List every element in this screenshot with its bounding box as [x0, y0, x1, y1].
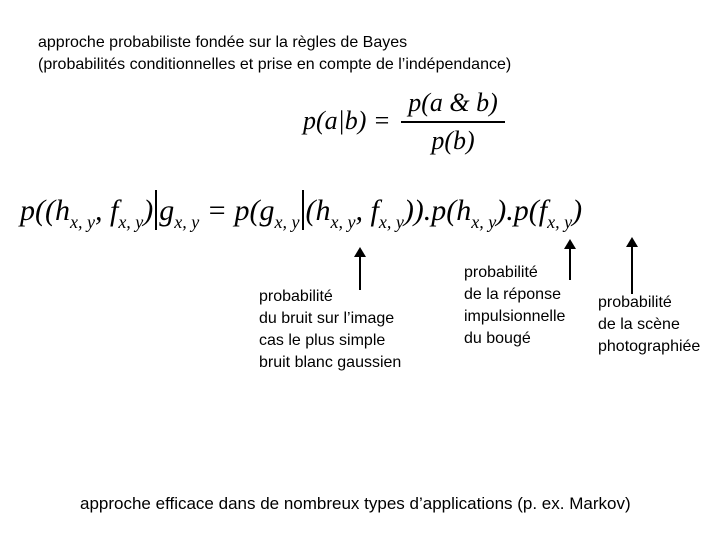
formula-part: p((h	[20, 194, 70, 227]
annotation-line: probabilité	[598, 294, 672, 311]
formula-subscript: x, y	[330, 212, 356, 232]
formula-part: , f	[355, 194, 379, 227]
bayes-lhs: p(a|b) =	[303, 106, 391, 135]
formula-subscript: x, y	[378, 212, 404, 232]
formula-subscript: x, y	[471, 212, 497, 232]
annotation-line: du bruit sur l’image	[259, 310, 395, 327]
annotation-line: cas le plus simple	[259, 332, 386, 349]
formula-subscript: x, y	[69, 212, 95, 232]
annotation-line: photographiée	[598, 338, 701, 355]
formula-part: )).p(h	[403, 194, 472, 227]
formula-part: , f	[94, 194, 119, 227]
annotation-line: de la réponse	[464, 286, 561, 303]
main-formula	[20, 190, 582, 233]
arrow-noise	[359, 256, 361, 290]
formula-subscript: x, y	[118, 212, 144, 232]
formula-part: = p(g	[199, 194, 275, 227]
conditional-bar	[302, 190, 304, 230]
formula-subscript: x, y	[174, 212, 200, 232]
intro-text	[38, 32, 511, 76]
arrow-blur	[569, 248, 571, 280]
bayes-numerator: p(a & b)	[408, 88, 498, 117]
annotation-line: du bougé	[464, 330, 531, 347]
formula-part: ).p(f	[496, 194, 548, 227]
annotation-scene	[598, 292, 700, 358]
intro-line-2: (probabilités conditionnelles et prise en compte de l’indépendance)	[38, 56, 512, 73]
formula-part: g	[159, 194, 175, 227]
annotation-noise	[259, 286, 401, 374]
formula-subscript: x, y	[274, 212, 300, 232]
bayes-fraction	[401, 88, 505, 156]
bayes-denominator: p(b)	[431, 126, 475, 155]
annotation-line: impulsionnelle	[464, 308, 566, 325]
arrow-scene	[631, 246, 633, 294]
annotation-line: probabilité	[464, 264, 538, 281]
intro-line-1: approche probabiliste fondée sur la règles de Bayes	[38, 34, 408, 51]
fraction-bar	[401, 121, 505, 123]
annotation-line: probabilité	[259, 288, 333, 305]
annotation-blur	[464, 262, 565, 350]
formula-part: )	[143, 194, 154, 227]
annotation-line: de la scène	[598, 316, 680, 333]
conditional-bar	[155, 190, 157, 230]
formula-part: (h	[305, 194, 331, 227]
formula-part: )	[572, 194, 583, 227]
footer-text: approche efficace dans de nombreux types d’applications (p. ex. Markov)	[80, 494, 631, 513]
annotation-line: bruit blanc gaussien	[259, 354, 402, 371]
formula-subscript: x, y	[547, 212, 573, 232]
bayes-formula	[303, 88, 513, 160]
